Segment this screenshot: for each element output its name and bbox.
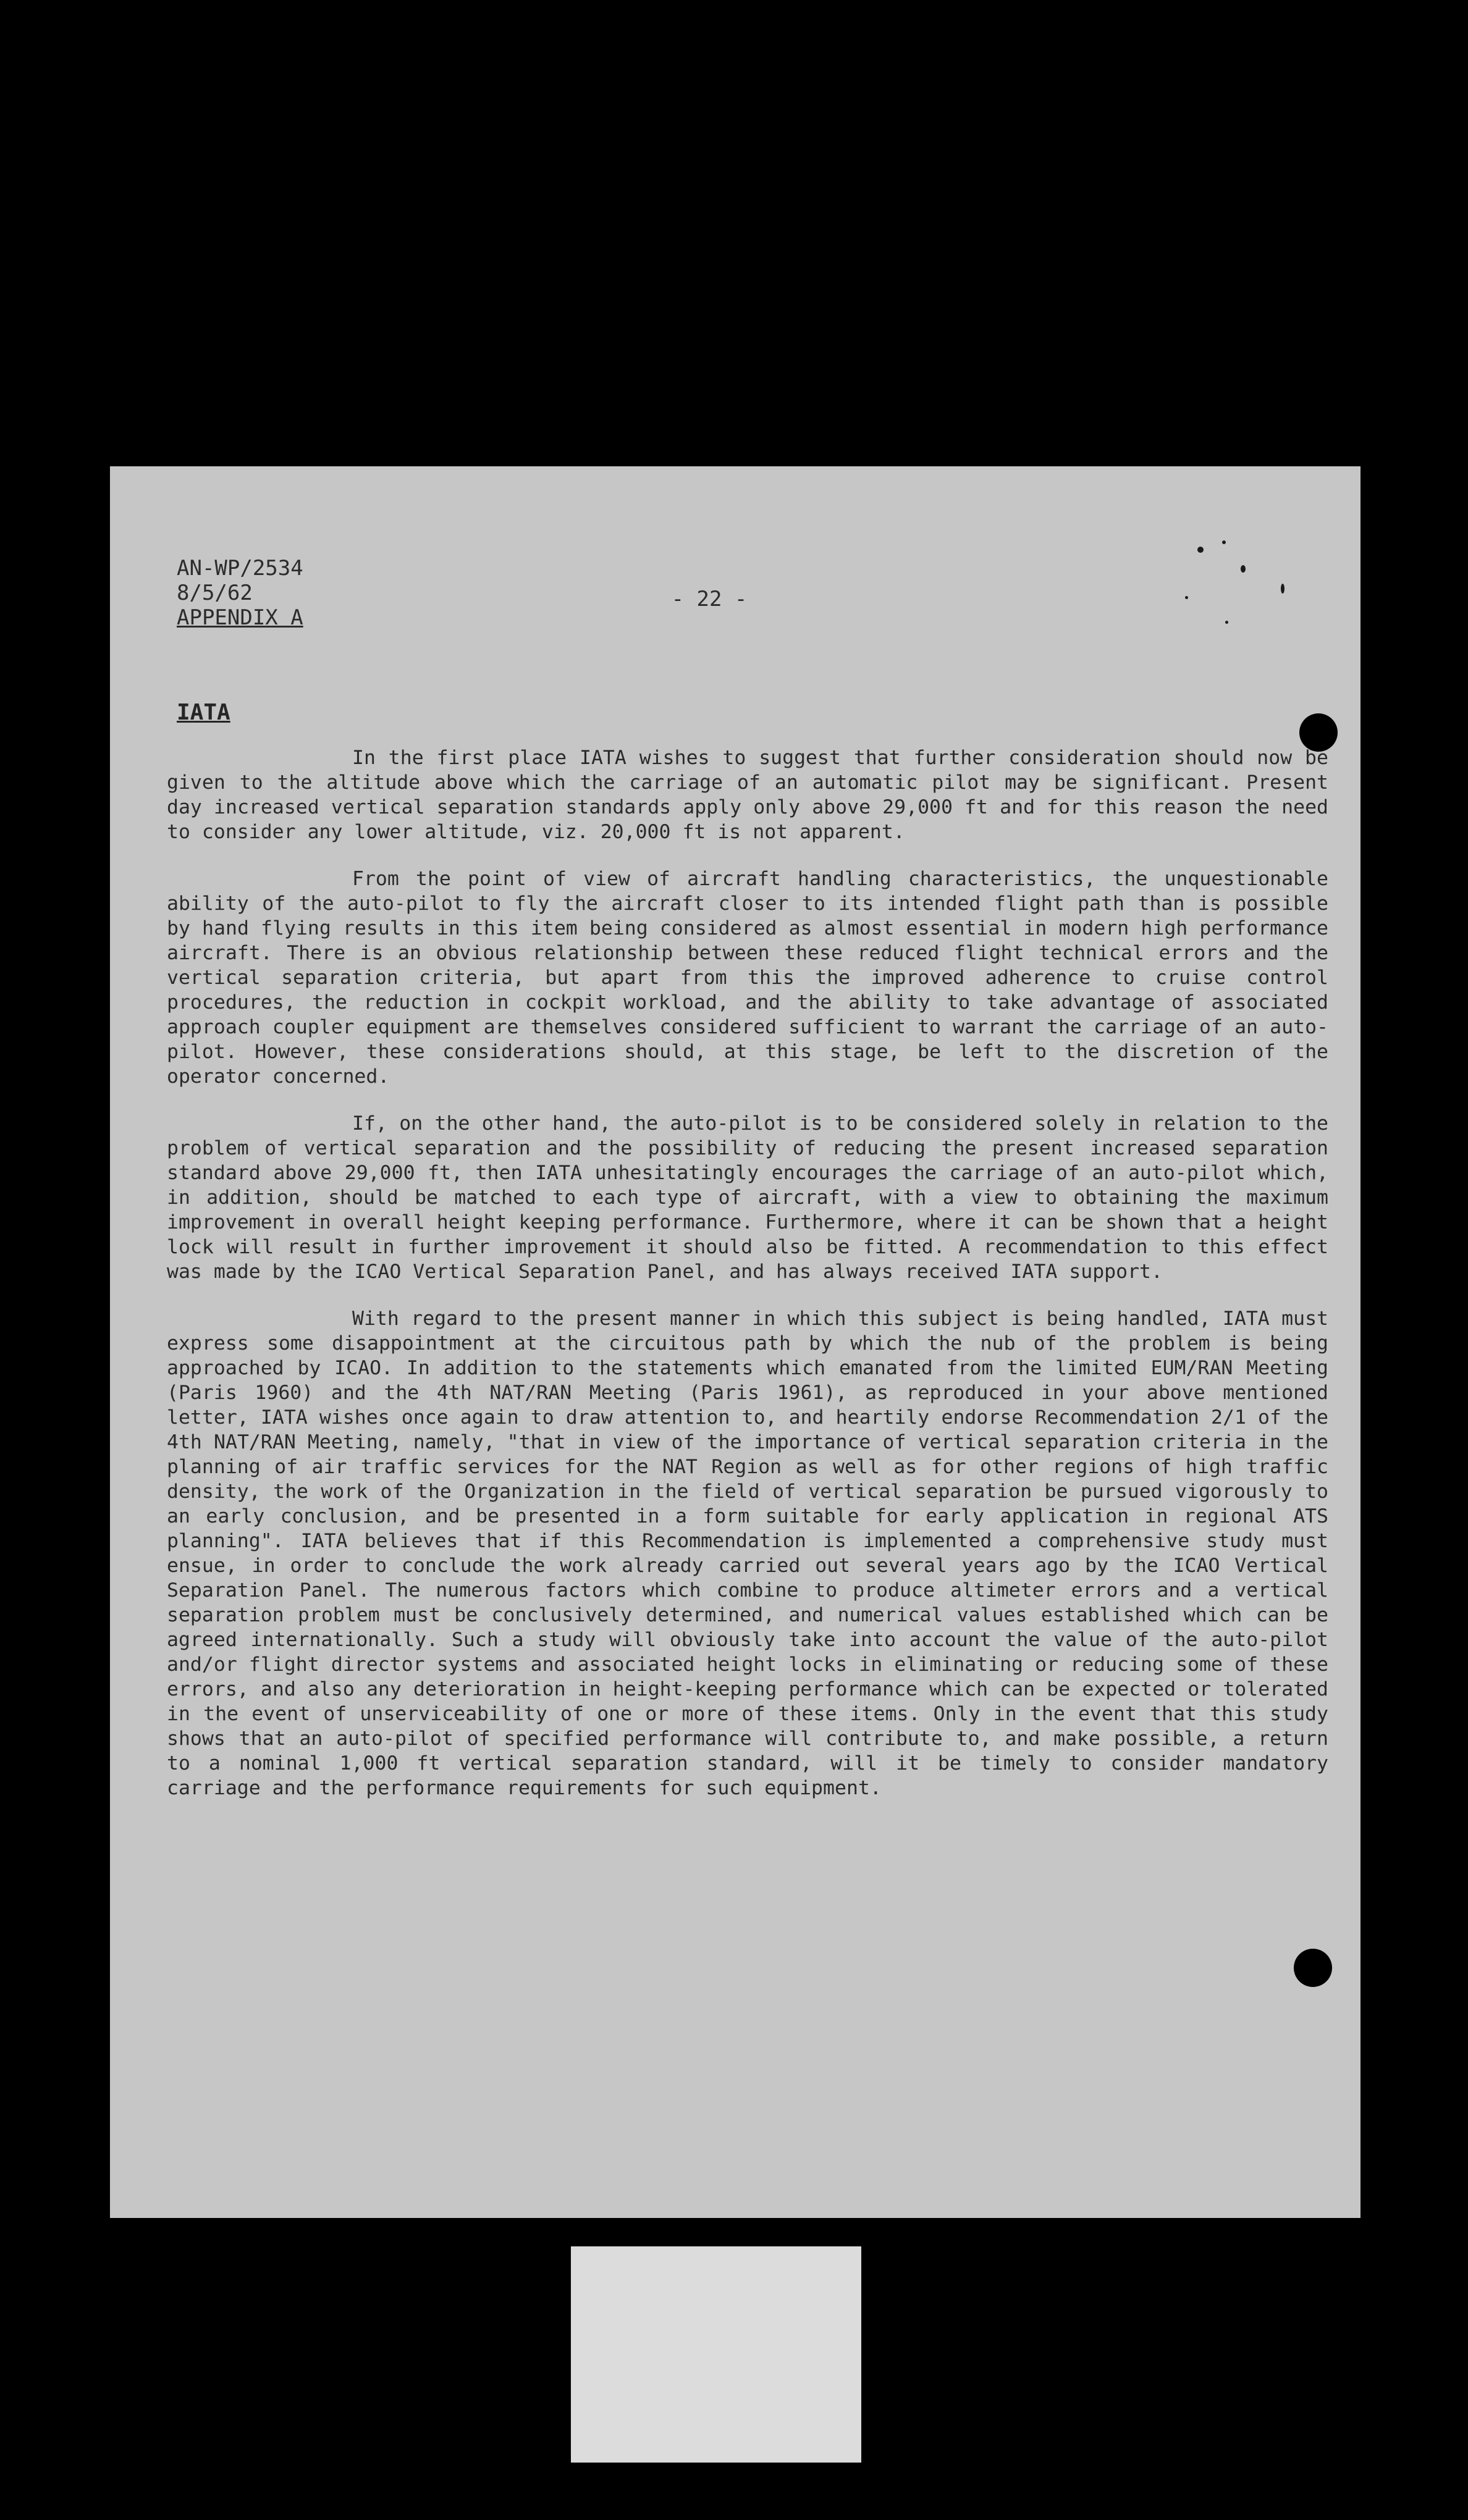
document-header — [177, 556, 303, 630]
page-number: - 22 - — [671, 587, 748, 611]
ink-speck — [1185, 596, 1188, 599]
blank-label-box — [571, 2246, 861, 2463]
ink-speck — [1225, 621, 1228, 624]
ink-speck — [1197, 547, 1204, 553]
document-date: 8/5/62 — [177, 581, 253, 605]
punch-hole-bottom — [1294, 1949, 1332, 1987]
paragraph: From the point of view of aircraft handling characteristics, the unquestionable ability of the auto-pilot to fly the aircraft closer to its intended flight path than is possible by hand flying results in this item being considered as almost essential in modern high performance aircraft. There is an obvious relationship between these reduced flight technical errors and the vertical separation criteria, but apart from this the improved adherence to cruise control procedures, the reduction in cockpit workload, and the ability to take advantage of associated approach coupler equipment are themselves considered sufficient to warrant the carriage of an auto-pilot. However, these considerations should, at this stage, be left to the discretion of the operator concerned. — [167, 868, 1328, 1088]
appendix-label: APPENDIX A — [177, 605, 303, 630]
paragraph: With regard to the present manner in which this subject is being handled, IATA must express some disappointment at the circuitous path by which the nub of the problem is being approached by ICAO. In addition to the statements which emanated from the limited EUM/RAN Meeting (Paris 1960) and the 4th NAT/RAN Meeting (Paris 1961), as reproduced in your above mentioned letter, IATA wishes once again to draw attention to, and heartily endorse Recommendation 2/1 of the 4th NAT/RAN Meeting, namely, "that in view of the importance of vertical separation criteria in the planning of air traffic services for the NAT Region as well as for other regions of high traffic density, the work of the Organization in the field of vertical separation be pursued vigorously to an early conclusion, and be presented in a form suitable for early application in regional ATS planning". IATA believes that if this Recommendation is implemented a comprehensive study must ensue, in order to conclude the work already carried out several years ago by the ICAO Vertical Separation Panel. The numerous factors which combine to produce altimeter errors and a vertical separation problem must be conclusively determined, and numerical values established which can be agreed internationally. Such a study will obviously take into account the value of the auto-pilot and/or flight director systems and associated height locks in eliminating or reducing some of these errors, and also any deterioration in height-keeping performance which can be expected or tolerated in the event of unserviceability of one or more of these items. Only in the event that this study shows that an auto-pilot of specified performance will contribute to, and make possible, a return to a nominal 1,000 ft vertical separation standard, will it be timely to consider mandatory carriage and the performance requirements for such equipment. — [167, 1308, 1328, 1799]
body-text — [167, 746, 1328, 1823]
document-page — [110, 466, 1360, 2218]
document-reference: AN-WP/2534 — [177, 556, 303, 581]
paragraph: If, on the other hand, the auto-pilot is to be considered solely in relation to the problem of vertical separation and the possibility of reducing the present increased separation standard above 29,000 ft, then IATA unhesitatingly encourages the carriage of an auto-pilot which, in addition, should be matched to each type of aircraft, with a view to obtaining the maximum improvement in overall height keeping performance. Furthermore, where it can be shown that a height lock will result in further improvement it should also be fitted. A recommendation to this effect was made by the ICAO Vertical Separation Panel, and has always received IATA support. — [167, 1112, 1328, 1283]
paragraph: In the first place IATA wishes to suggest that further consideration should now be given to the altitude above which the carriage of an automatic pilot may be significant. Present day increased vertical separation standards apply only above 29,000 ft and for this reason the need to consider any lower altitude, viz. 20,000 ft is not apparent. — [167, 747, 1328, 843]
ink-speck — [1222, 540, 1226, 544]
ink-speck — [1281, 584, 1284, 594]
ink-speck — [1241, 565, 1246, 573]
section-heading: IATA — [177, 700, 230, 725]
